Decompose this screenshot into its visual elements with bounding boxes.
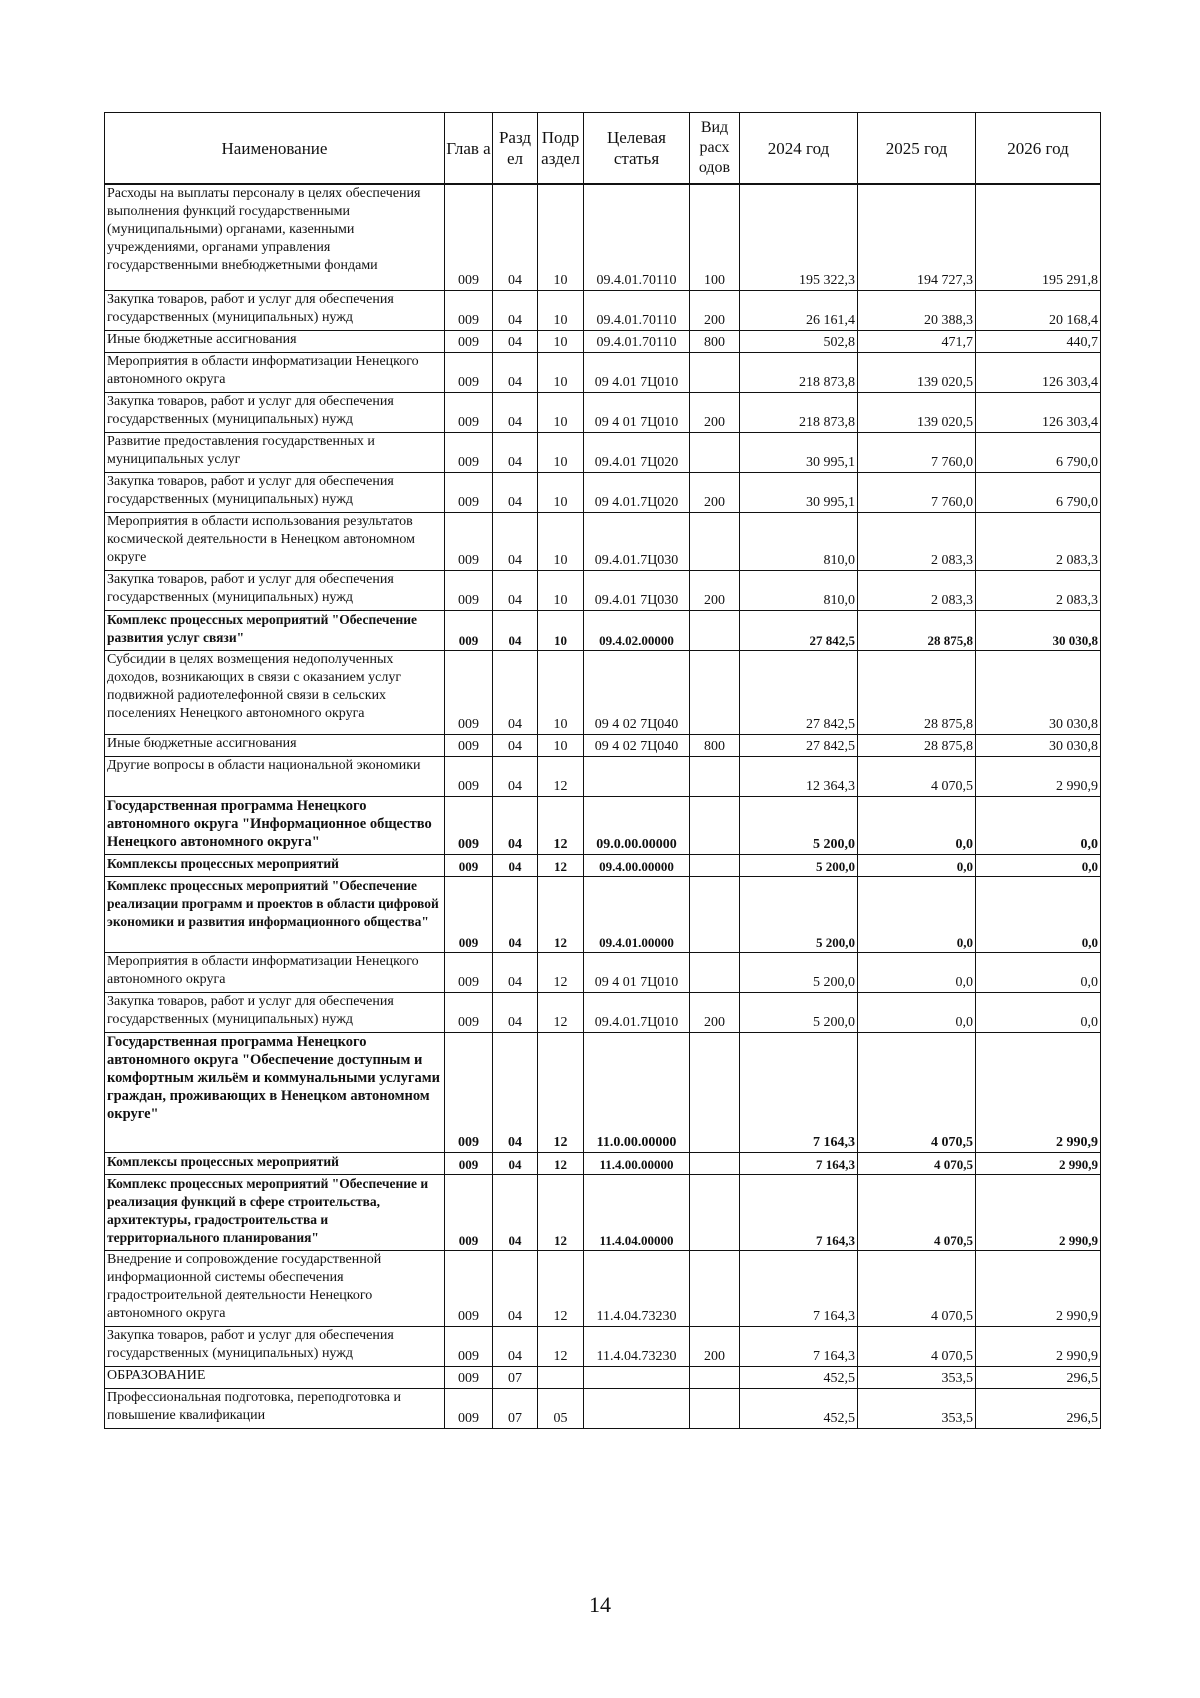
row-year-2024: 7 164,3	[740, 1326, 858, 1366]
row-year-2024: 12 364,3	[740, 756, 858, 796]
row-subsection: 10	[538, 352, 584, 392]
row-year-2026: 2 990,9	[976, 756, 1101, 796]
table-body	[105, 184, 1101, 1428]
row-year-2026: 20 168,4	[976, 290, 1101, 330]
row-chapter: 009	[445, 734, 493, 756]
table-row	[105, 1032, 1101, 1152]
row-year-2025: 0,0	[858, 876, 976, 952]
row-expense-type	[690, 1388, 740, 1428]
row-year-2026: 0,0	[976, 876, 1101, 952]
row-expense-type	[690, 1032, 740, 1152]
table-row	[105, 876, 1101, 952]
row-expense-type: 800	[690, 330, 740, 352]
header-year-2024: 2024 год	[740, 113, 858, 185]
row-target: 11.4.04.73230	[584, 1326, 690, 1366]
row-expense-type	[690, 1152, 740, 1174]
row-section: 04	[493, 1152, 538, 1174]
row-expense-type	[690, 1250, 740, 1326]
row-year-2025: 139 020,5	[858, 392, 976, 432]
row-target: 09.4.01 7Ц020	[584, 432, 690, 472]
row-subsection: 10	[538, 432, 584, 472]
row-subsection: 10	[538, 184, 584, 290]
row-subsection: 10	[538, 512, 584, 570]
table-row	[105, 756, 1101, 796]
row-expense-type	[690, 512, 740, 570]
row-subsection: 10	[538, 290, 584, 330]
row-year-2026: 296,5	[976, 1388, 1101, 1428]
row-name: ОБРАЗОВАНИЕ	[105, 1366, 445, 1388]
row-expense-type	[690, 876, 740, 952]
row-year-2026: 0,0	[976, 992, 1101, 1032]
row-subsection: 12	[538, 1032, 584, 1152]
row-name: Мероприятия в области использования результатов космической деятельности в Ненецком автономном округе	[105, 512, 445, 570]
row-year-2025: 353,5	[858, 1388, 976, 1428]
row-chapter: 009	[445, 352, 493, 392]
row-year-2024: 218 873,8	[740, 392, 858, 432]
row-expense-type	[690, 1366, 740, 1388]
row-name: Иные бюджетные ассигнования	[105, 734, 445, 756]
row-year-2025: 2 083,3	[858, 570, 976, 610]
row-year-2025: 353,5	[858, 1366, 976, 1388]
row-section: 04	[493, 330, 538, 352]
row-chapter: 009	[445, 854, 493, 876]
row-target: 09.0.00.00000	[584, 796, 690, 854]
row-year-2024: 5 200,0	[740, 992, 858, 1032]
row-section: 07	[493, 1366, 538, 1388]
row-year-2024: 452,5	[740, 1388, 858, 1428]
row-chapter: 009	[445, 1032, 493, 1152]
row-section: 04	[493, 796, 538, 854]
row-chapter: 009	[445, 796, 493, 854]
row-subsection: 12	[538, 1174, 584, 1250]
row-year-2025: 4 070,5	[858, 1174, 976, 1250]
table-row	[105, 1326, 1101, 1366]
row-year-2024: 810,0	[740, 570, 858, 610]
header-target: Целевая статья	[584, 113, 690, 185]
row-chapter: 009	[445, 756, 493, 796]
row-year-2024: 26 161,4	[740, 290, 858, 330]
table-row	[105, 1250, 1101, 1326]
row-name: Профессиональная подготовка, переподготовка и повышение квалификации	[105, 1388, 445, 1428]
table-row	[105, 734, 1101, 756]
row-target	[584, 1366, 690, 1388]
row-year-2026: 30 030,8	[976, 650, 1101, 734]
row-year-2026: 126 303,4	[976, 392, 1101, 432]
row-year-2025: 4 070,5	[858, 1032, 976, 1152]
row-section: 04	[493, 184, 538, 290]
row-target: 09.4.01.00000	[584, 876, 690, 952]
row-year-2025: 28 875,8	[858, 610, 976, 650]
row-chapter: 009	[445, 570, 493, 610]
row-name: Закупка товаров, работ и услуг для обеспечения государственных (муниципальных) нужд	[105, 290, 445, 330]
row-year-2025: 4 070,5	[858, 1326, 976, 1366]
row-year-2026: 195 291,8	[976, 184, 1101, 290]
row-section: 04	[493, 876, 538, 952]
row-year-2026: 2 083,3	[976, 570, 1101, 610]
row-section: 04	[493, 1250, 538, 1326]
row-year-2026: 0,0	[976, 796, 1101, 854]
row-year-2024: 810,0	[740, 512, 858, 570]
row-expense-type: 200	[690, 992, 740, 1032]
row-name: Закупка товаров, работ и услуг для обеспечения государственных (муниципальных) нужд	[105, 472, 445, 512]
table-row	[105, 184, 1101, 290]
row-year-2024: 30 995,1	[740, 432, 858, 472]
row-expense-type	[690, 854, 740, 876]
row-chapter: 009	[445, 512, 493, 570]
row-name: Комплексы процессных мероприятий	[105, 1152, 445, 1174]
row-year-2026: 440,7	[976, 330, 1101, 352]
row-year-2026: 6 790,0	[976, 472, 1101, 512]
table-row	[105, 952, 1101, 992]
row-name: Закупка товаров, работ и услуг для обеспечения государственных (муниципальных) нужд	[105, 392, 445, 432]
row-expense-type	[690, 610, 740, 650]
row-year-2025: 0,0	[858, 854, 976, 876]
row-year-2026: 2 990,9	[976, 1326, 1101, 1366]
row-section: 04	[493, 290, 538, 330]
row-section: 04	[493, 734, 538, 756]
row-subsection: 10	[538, 472, 584, 512]
row-year-2026: 126 303,4	[976, 352, 1101, 392]
row-chapter: 009	[445, 1152, 493, 1174]
row-year-2026: 2 083,3	[976, 512, 1101, 570]
row-name: Государственная программа Ненецкого автономного округа "Информационное общество Ненецкого автономного округа"	[105, 796, 445, 854]
row-chapter: 009	[445, 952, 493, 992]
row-chapter: 009	[445, 330, 493, 352]
row-year-2025: 4 070,5	[858, 756, 976, 796]
row-year-2025: 4 070,5	[858, 1250, 976, 1326]
row-target: 09.4.02.00000	[584, 610, 690, 650]
row-year-2024: 195 322,3	[740, 184, 858, 290]
row-target: 09 4 02 7Ц040	[584, 734, 690, 756]
row-section: 04	[493, 472, 538, 512]
row-year-2026: 2 990,9	[976, 1032, 1101, 1152]
row-year-2026: 30 030,8	[976, 734, 1101, 756]
row-chapter: 009	[445, 1250, 493, 1326]
budget-table	[104, 112, 1101, 1429]
row-section: 04	[493, 650, 538, 734]
row-year-2026: 6 790,0	[976, 432, 1101, 472]
row-chapter: 009	[445, 650, 493, 734]
row-section: 04	[493, 952, 538, 992]
row-subsection: 12	[538, 796, 584, 854]
row-year-2026: 30 030,8	[976, 610, 1101, 650]
row-name: Закупка товаров, работ и услуг для обеспечения государственных (муниципальных) нужд	[105, 570, 445, 610]
row-subsection: 12	[538, 952, 584, 992]
row-section: 04	[493, 512, 538, 570]
row-chapter: 009	[445, 1366, 493, 1388]
row-expense-type: 200	[690, 392, 740, 432]
row-target: 09.4.01.7Ц010	[584, 992, 690, 1032]
row-year-2026: 2 990,9	[976, 1250, 1101, 1326]
row-section: 04	[493, 1174, 538, 1250]
row-year-2025: 0,0	[858, 796, 976, 854]
row-subsection: 12	[538, 1326, 584, 1366]
row-target: 11.4.00.00000	[584, 1152, 690, 1174]
row-target: 09 4 02 7Ц040	[584, 650, 690, 734]
row-year-2024: 452,5	[740, 1366, 858, 1388]
row-year-2024: 5 200,0	[740, 796, 858, 854]
row-year-2024: 27 842,5	[740, 734, 858, 756]
row-year-2024: 218 873,8	[740, 352, 858, 392]
header-year-2026: 2026 год	[976, 113, 1101, 185]
row-chapter: 009	[445, 610, 493, 650]
row-year-2025: 139 020,5	[858, 352, 976, 392]
row-subsection: 12	[538, 992, 584, 1032]
row-target: 09.4.01.70110	[584, 290, 690, 330]
row-subsection: 12	[538, 1250, 584, 1326]
row-target	[584, 1388, 690, 1428]
row-expense-type: 200	[690, 1326, 740, 1366]
row-section: 04	[493, 570, 538, 610]
header-row	[105, 113, 1101, 185]
row-chapter: 009	[445, 1174, 493, 1250]
table-row	[105, 290, 1101, 330]
row-name: Государственная программа Ненецкого автономного округа "Обеспечение доступным и комфортным жильём и коммунальными услугами граждан, проживающих в Ненецком автономном округе"	[105, 1032, 445, 1152]
row-year-2026: 296,5	[976, 1366, 1101, 1388]
header-section: Разд ел	[493, 113, 538, 185]
row-year-2024: 27 842,5	[740, 650, 858, 734]
table-row	[105, 432, 1101, 472]
row-name: Другие вопросы в области национальной экономики	[105, 756, 445, 796]
row-chapter: 009	[445, 472, 493, 512]
row-subsection: 05	[538, 1388, 584, 1428]
row-expense-type	[690, 1174, 740, 1250]
row-target: 09 4.01 7Ц010	[584, 352, 690, 392]
row-year-2025: 20 388,3	[858, 290, 976, 330]
row-expense-type: 200	[690, 570, 740, 610]
row-target	[584, 756, 690, 796]
row-target: 11.0.00.00000	[584, 1032, 690, 1152]
row-target: 09 4 01 7Ц010	[584, 392, 690, 432]
row-year-2025: 194 727,3	[858, 184, 976, 290]
row-target: 09.4.01 7Ц030	[584, 570, 690, 610]
row-target: 09.4.01.70110	[584, 184, 690, 290]
row-subsection: 10	[538, 734, 584, 756]
row-name: Комплекс процессных мероприятий "Обеспечение развития услуг связи"	[105, 610, 445, 650]
row-year-2024: 7 164,3	[740, 1174, 858, 1250]
row-subsection	[538, 1366, 584, 1388]
row-chapter: 009	[445, 432, 493, 472]
row-year-2025: 2 083,3	[858, 512, 976, 570]
row-year-2024: 5 200,0	[740, 952, 858, 992]
row-expense-type	[690, 796, 740, 854]
row-name: Субсидии в целях возмещения недополученных доходов, возникающих в связи с оказанием услуг подвижной радиотелефонной связи в сельских поселениях Ненецкого автономного округа	[105, 650, 445, 734]
table-row	[105, 610, 1101, 650]
row-name: Иные бюджетные ассигнования	[105, 330, 445, 352]
row-year-2024: 30 995,1	[740, 472, 858, 512]
row-section: 04	[493, 1032, 538, 1152]
row-section: 04	[493, 992, 538, 1032]
row-expense-type	[690, 352, 740, 392]
row-chapter: 009	[445, 392, 493, 432]
row-year-2025: 28 875,8	[858, 734, 976, 756]
row-target: 11.4.04.73230	[584, 1250, 690, 1326]
row-name: Закупка товаров, работ и услуг для обеспечения государственных (муниципальных) нужд	[105, 992, 445, 1032]
row-year-2026: 2 990,9	[976, 1174, 1101, 1250]
row-expense-type	[690, 952, 740, 992]
row-chapter: 009	[445, 290, 493, 330]
row-name: Внедрение и сопровождение государственной информационной системы обеспечения градостроительной деятельности Ненецкого автономного округа	[105, 1250, 445, 1326]
row-chapter: 009	[445, 1388, 493, 1428]
row-section: 04	[493, 854, 538, 876]
row-subsection: 12	[538, 1152, 584, 1174]
row-expense-type: 200	[690, 472, 740, 512]
row-name: Мероприятия в области информатизации Ненецкого автономного округа	[105, 352, 445, 392]
table-row	[105, 650, 1101, 734]
row-name: Мероприятия в области информатизации Ненецкого автономного округа	[105, 952, 445, 992]
table-row	[105, 992, 1101, 1032]
table-row	[105, 330, 1101, 352]
row-year-2024: 7 164,3	[740, 1152, 858, 1174]
row-year-2025: 7 760,0	[858, 472, 976, 512]
table-row	[105, 1366, 1101, 1388]
row-target: 11.4.04.00000	[584, 1174, 690, 1250]
row-year-2024: 27 842,5	[740, 610, 858, 650]
row-year-2025: 4 070,5	[858, 1152, 976, 1174]
row-name: Расходы на выплаты персоналу в целях обеспечения выполнения функций государственными (муниципальными) органами, казенными учреждениями, органами управления государственными внебюджетными фондами	[105, 184, 445, 290]
row-subsection: 12	[538, 854, 584, 876]
row-year-2025: 0,0	[858, 992, 976, 1032]
row-expense-type: 200	[690, 290, 740, 330]
row-target: 09.4.01.7Ц030	[584, 512, 690, 570]
row-year-2026: 2 990,9	[976, 1152, 1101, 1174]
row-subsection: 10	[538, 570, 584, 610]
table-row	[105, 570, 1101, 610]
row-year-2024: 502,8	[740, 330, 858, 352]
row-subsection: 12	[538, 876, 584, 952]
row-target: 09 4.01.7Ц020	[584, 472, 690, 512]
row-subsection: 12	[538, 756, 584, 796]
row-year-2024: 5 200,0	[740, 876, 858, 952]
table-row	[105, 1388, 1101, 1428]
row-year-2025: 471,7	[858, 330, 976, 352]
row-chapter: 009	[445, 992, 493, 1032]
table-row	[105, 392, 1101, 432]
row-chapter: 009	[445, 1326, 493, 1366]
row-name: Развитие предоставления государственных и муниципальных услуг	[105, 432, 445, 472]
row-section: 04	[493, 756, 538, 796]
table-row	[105, 512, 1101, 570]
row-name: Закупка товаров, работ и услуг для обеспечения государственных (муниципальных) нужд	[105, 1326, 445, 1366]
row-name: Комплексы процессных мероприятий	[105, 854, 445, 876]
row-section: 04	[493, 432, 538, 472]
row-year-2025: 7 760,0	[858, 432, 976, 472]
row-year-2025: 28 875,8	[858, 650, 976, 734]
row-year-2024: 5 200,0	[740, 854, 858, 876]
row-name: Комплекс процессных мероприятий "Обеспечение и реализация функций в сфере строительства, архитектуры, градостроительства и территориального планирования"	[105, 1174, 445, 1250]
row-year-2025: 0,0	[858, 952, 976, 992]
header-name: Наименование	[105, 113, 445, 185]
row-chapter: 009	[445, 184, 493, 290]
header-chapter: Глав а	[445, 113, 493, 185]
page-number: 14	[589, 1592, 611, 1617]
table-row	[105, 472, 1101, 512]
row-expense-type: 800	[690, 734, 740, 756]
row-target: 09.4.01.70110	[584, 330, 690, 352]
row-subsection: 10	[538, 392, 584, 432]
row-subsection: 10	[538, 650, 584, 734]
row-section: 04	[493, 392, 538, 432]
table-row	[105, 854, 1101, 876]
header-expense-type: Вид расх одов	[690, 113, 740, 185]
row-expense-type	[690, 432, 740, 472]
row-year-2024: 7 164,3	[740, 1032, 858, 1152]
row-subsection: 10	[538, 610, 584, 650]
table-row	[105, 796, 1101, 854]
row-target: 09.4.00.00000	[584, 854, 690, 876]
table-row	[105, 352, 1101, 392]
row-expense-type	[690, 756, 740, 796]
row-expense-type	[690, 650, 740, 734]
row-year-2026: 0,0	[976, 854, 1101, 876]
row-section: 04	[493, 610, 538, 650]
table-row	[105, 1174, 1101, 1250]
row-section: 04	[493, 1326, 538, 1366]
row-section: 04	[493, 352, 538, 392]
row-chapter: 009	[445, 876, 493, 952]
row-year-2026: 0,0	[976, 952, 1101, 992]
table-row	[105, 1152, 1101, 1174]
header-subsection: Подр аздел	[538, 113, 584, 185]
row-subsection: 10	[538, 330, 584, 352]
row-section: 07	[493, 1388, 538, 1428]
row-year-2024: 7 164,3	[740, 1250, 858, 1326]
header-year-2025: 2025 год	[858, 113, 976, 185]
row-target: 09 4 01 7Ц010	[584, 952, 690, 992]
row-expense-type: 100	[690, 184, 740, 290]
row-name: Комплекс процессных мероприятий "Обеспечение реализации программ и проектов в области цифровой экономики и развития информационного общества"	[105, 876, 445, 952]
